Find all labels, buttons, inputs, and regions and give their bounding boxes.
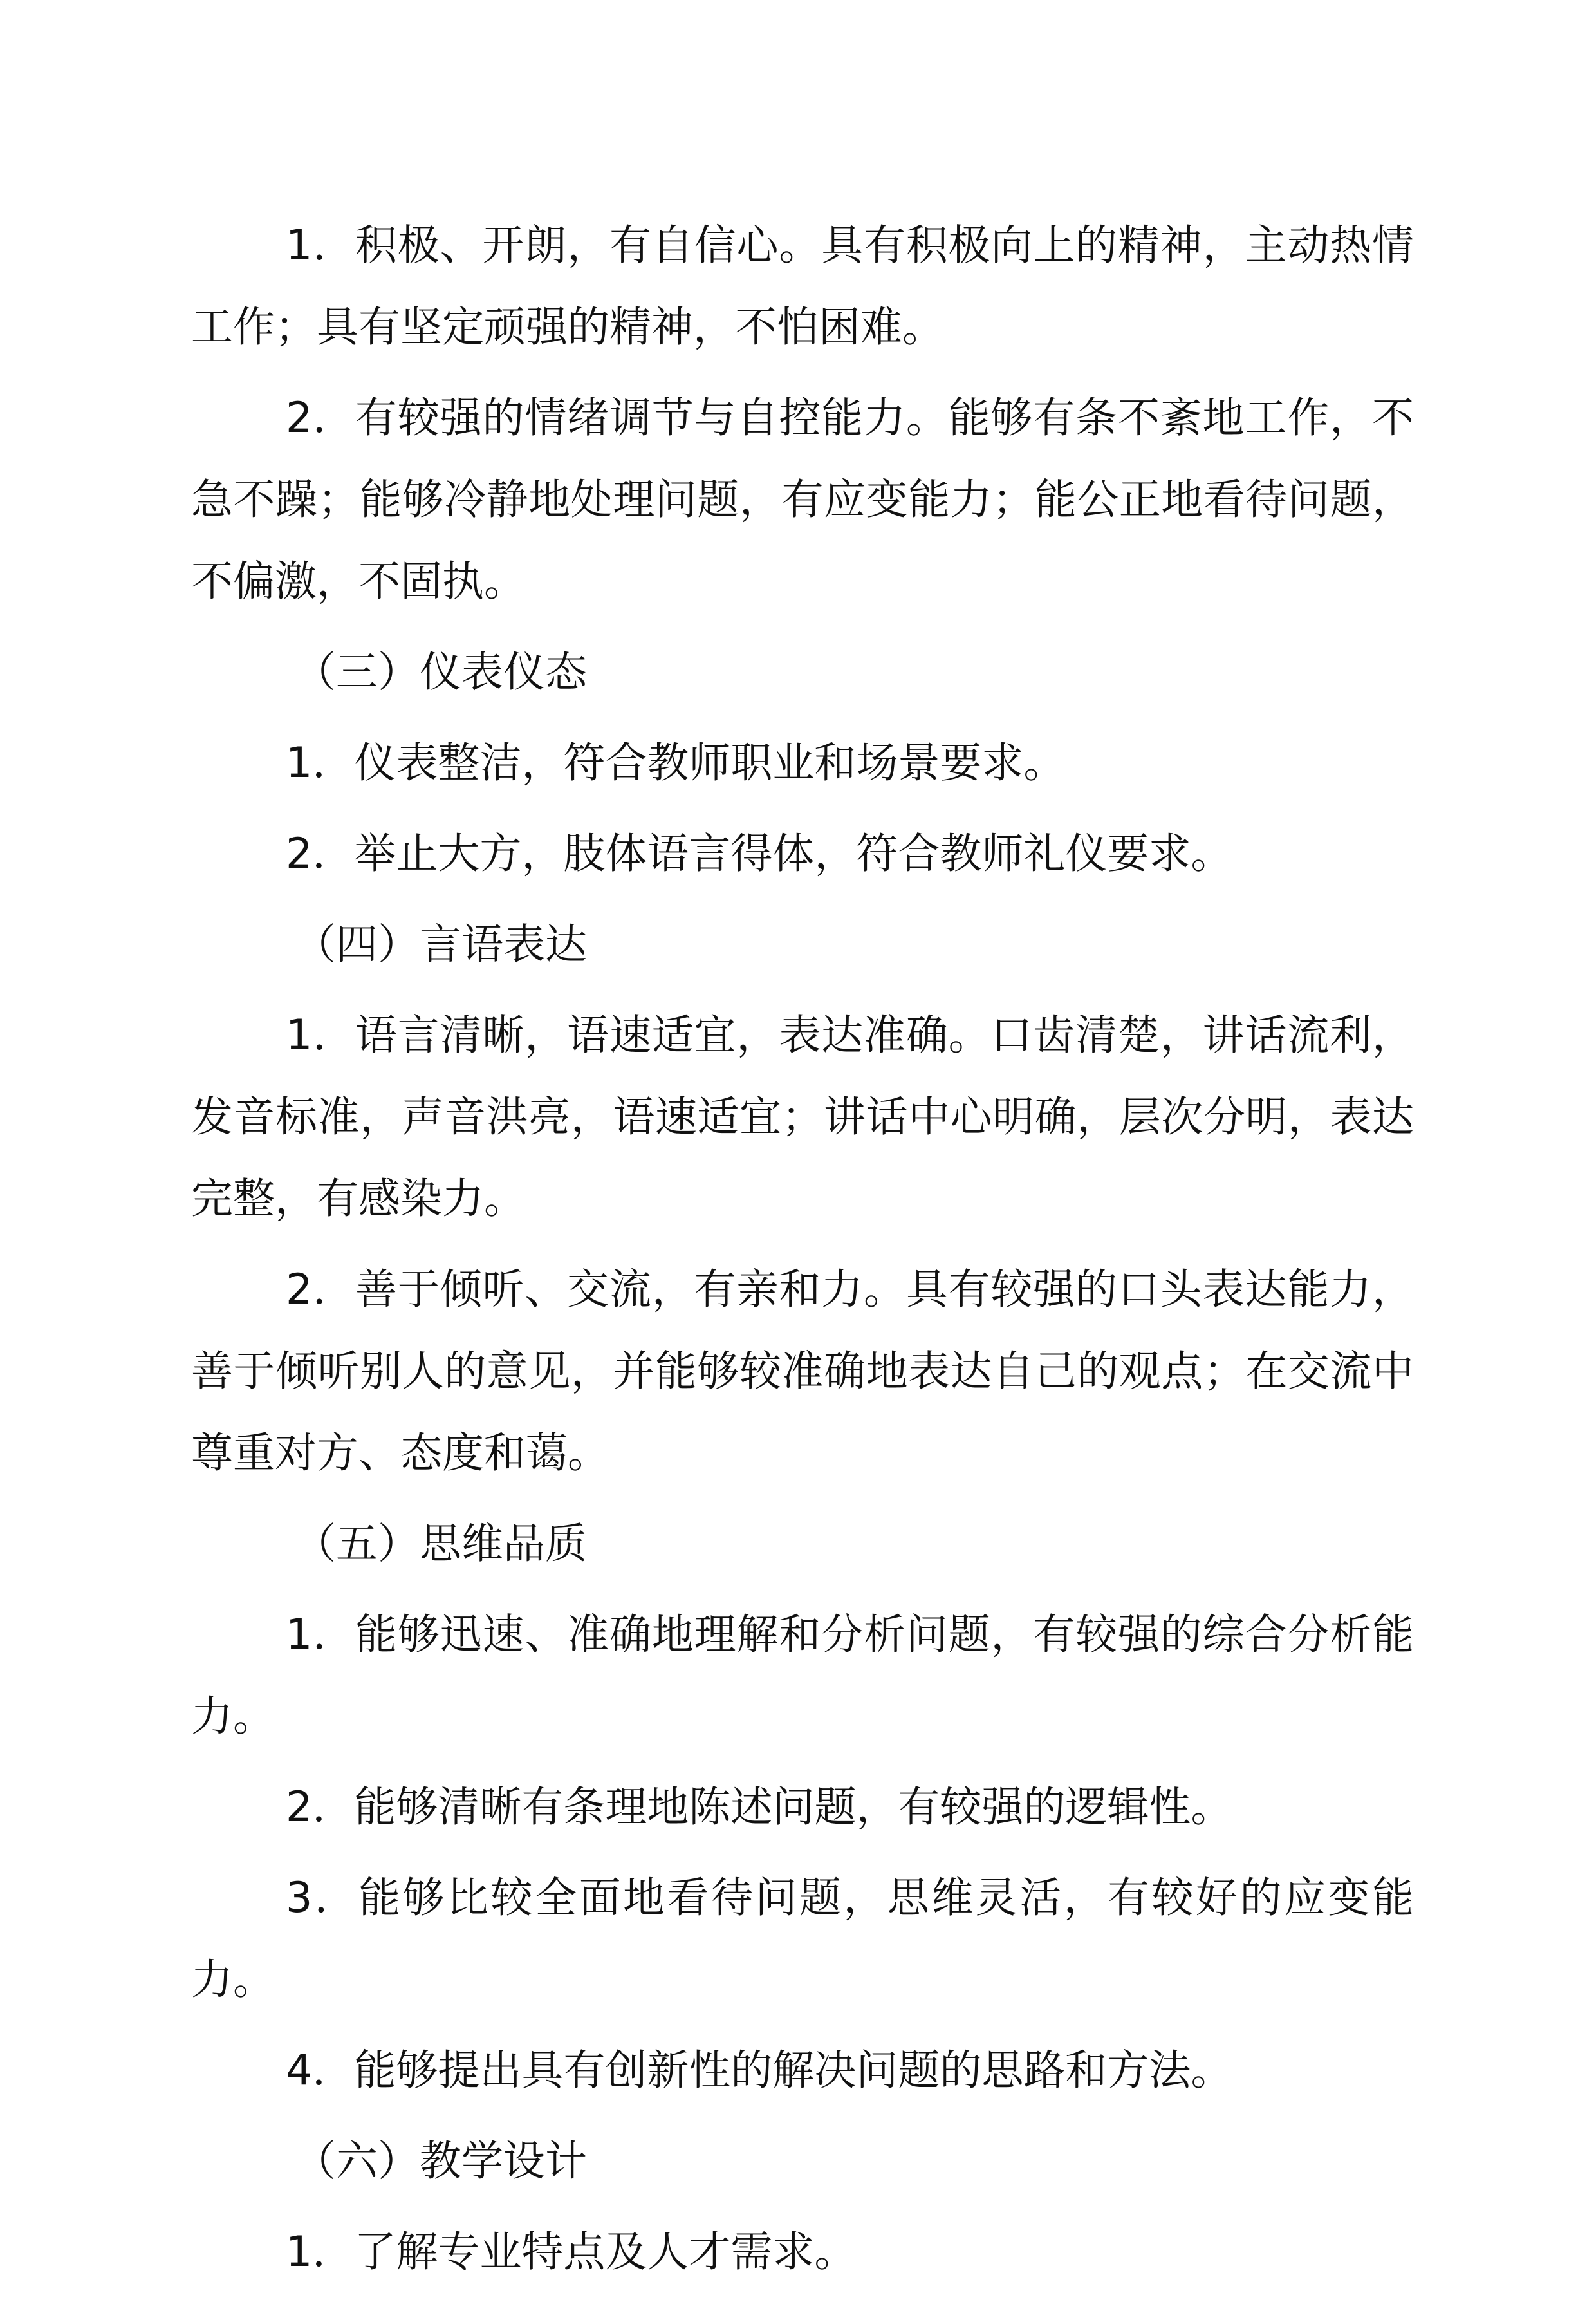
document-body (191, 205, 1414, 2302)
paragraph-4-2: 2．善于倾听、交流，有亲和力。具有较强的口头表达能力，善于倾听别人的意见，并能够较准确地表达自己的观点；在交流中尊重对方、态度和蔼。 (191, 1266, 1414, 1477)
paragraph-5-3: 3．能够比较全面地看待问题，思维灵活，有较好的应变能力。 (191, 1874, 1414, 2004)
section-heading-6: （六）教学设计 (294, 2137, 588, 2185)
paragraph-1: 1．积极、开朗，有自信心。具有积极向上的精神，主动热情工作；具有坚定顽强的精神，不怕困难。 (191, 221, 1414, 351)
paragraph-5-4: 4．能够提出具有创新性的解决问题的思路和方法。 (286, 2046, 1233, 2095)
section-heading-3: （三）仪表仪态 (294, 648, 588, 697)
paragraph-4-1: 1．语言清晰，语速适宜，表达准确。口齿清楚，讲话流利，发音标准，声音洪亮，语速适宜；讲话中心明确，层次分明，表达完整，有感染力。 (191, 1011, 1414, 1223)
section-heading-4: （四）言语表达 (294, 921, 588, 969)
section-heading-5: （五）思维品质 (294, 1520, 588, 1568)
paragraph-6-1: 1．了解专业特点及人才需求。 (286, 2228, 857, 2276)
paragraph-5-2: 2．能够清晰有条理地陈述问题，有较强的逻辑性。 (286, 1783, 1233, 1831)
paragraph-3-1: 1．仪表整洁，符合教师职业和场景要求。 (286, 739, 1066, 787)
paragraph-5-1: 1．能够迅速、准确地理解和分析问题，有较强的综合分析能力。 (191, 1611, 1414, 1741)
paragraph-2: 2．有较强的情绪调节与自控能力。能够有条不紊地工作，不急不躁；能够冷静地处理问题，有应变能力；能公正地看待问题，不偏激，不固执。 (191, 394, 1414, 606)
paragraph-3-2: 2．举止大方，肢体语言得体，符合教师礼仪要求。 (286, 830, 1233, 878)
